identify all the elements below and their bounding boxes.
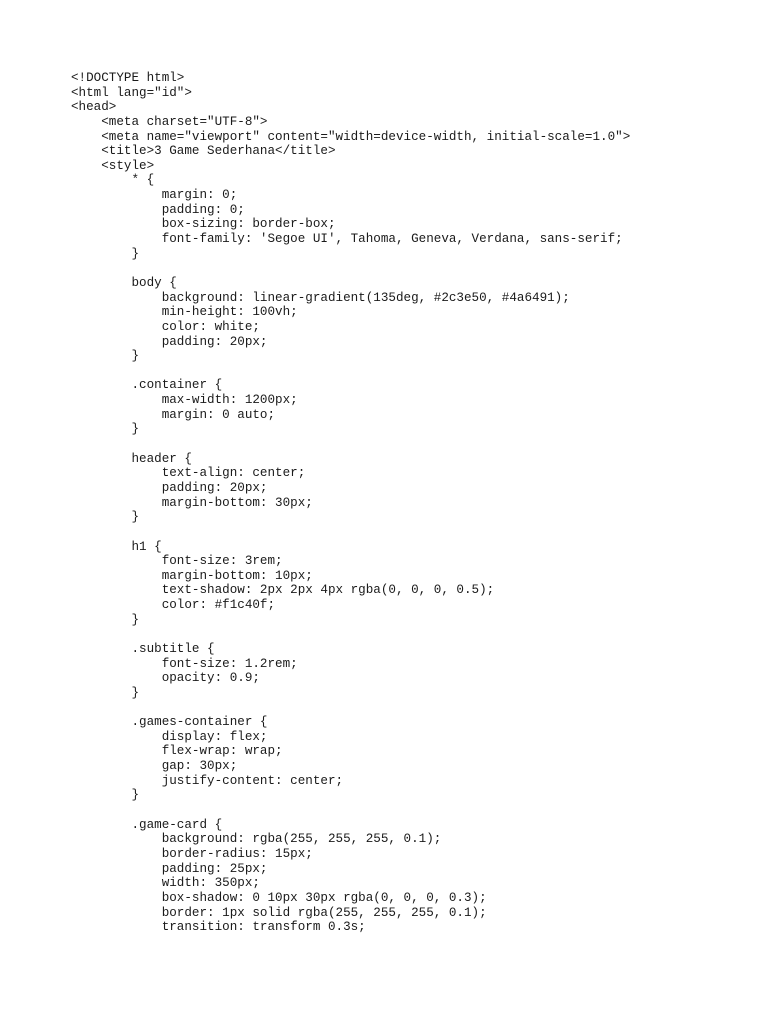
code-line: justify-content: center; [71, 773, 344, 788]
code-line: border-radius: 15px; [71, 846, 313, 861]
code-line: opacity: 0.9; [71, 671, 260, 686]
code-line: border: 1px solid rgba(255, 255, 255, 0.1); [71, 905, 487, 920]
code-line: .subtitle { [71, 641, 215, 656]
code-line: font-size: 3rem; [71, 554, 283, 569]
code-line [71, 364, 630, 379]
code-line: <html lang="id"> [71, 85, 192, 100]
code-line: } [71, 510, 140, 525]
code-line: color: #f1c40f; [71, 598, 276, 613]
code-line: h1 { [71, 539, 162, 554]
code-line: gap: 30px; [71, 759, 238, 774]
code-line: <meta charset="UTF-8"> [71, 114, 268, 129]
code-listing [71, 71, 630, 935]
code-line: margin: 0; [71, 188, 238, 203]
code-line: font-family: 'Segoe UI', Tahoma, Geneva, Verdana, sans-serif; [71, 232, 623, 247]
code-line: } [71, 246, 140, 261]
code-line: display: flex; [71, 729, 268, 744]
code-line [71, 525, 630, 540]
code-line: padding: 20px; [71, 480, 268, 495]
code-line: padding: 20px; [71, 334, 268, 349]
code-line: margin-bottom: 30px; [71, 495, 313, 510]
code-line: max-width: 1200px; [71, 393, 298, 408]
code-line [71, 803, 630, 818]
code-line: .container { [71, 378, 223, 393]
code-line: .games-container { [71, 715, 268, 730]
code-line [71, 261, 630, 276]
code-line: transition: transform 0.3s; [71, 920, 366, 935]
code-line: <!DOCTYPE html> [71, 71, 185, 85]
code-line: box-shadow: 0 10px 30px rgba(0, 0, 0, 0.3); [71, 890, 487, 905]
code-line: body { [71, 275, 177, 290]
code-line [71, 701, 630, 716]
code-line: background: linear-gradient(135deg, #2c3e50, #4a6491); [71, 290, 570, 305]
code-line [71, 627, 630, 642]
code-line: padding: 25px; [71, 861, 268, 876]
code-line: width: 350px; [71, 876, 260, 891]
code-line: margin: 0 auto; [71, 407, 276, 422]
code-line: text-shadow: 2px 2px 4px rgba(0, 0, 0, 0.5); [71, 583, 495, 598]
code-line: background: rgba(255, 255, 255, 0.1); [71, 832, 442, 847]
code-line: } [71, 685, 140, 700]
code-line: } [71, 612, 140, 627]
code-line: min-height: 100vh; [71, 305, 298, 320]
code-line: header { [71, 451, 192, 466]
code-line: } [71, 349, 140, 364]
code-line: <title>3 Game Sederhana</title> [71, 144, 336, 159]
code-line: font-size: 1.2rem; [71, 656, 298, 671]
code-line: padding: 0; [71, 202, 245, 217]
code-line: box-sizing: border-box; [71, 217, 336, 232]
code-line: color: white; [71, 319, 260, 334]
code-line: <head> [71, 100, 117, 115]
code-line: <meta name="viewport" content="width=device-width, initial-scale=1.0"> [71, 129, 631, 144]
code-line: flex-wrap: wrap; [71, 744, 283, 759]
code-line: text-align: center; [71, 466, 306, 481]
code-line: } [71, 788, 140, 803]
code-line: * { [71, 173, 155, 188]
code-line [71, 437, 630, 452]
code-line: } [71, 422, 140, 437]
code-line: margin-bottom: 10px; [71, 568, 313, 583]
code-line: .game-card { [71, 817, 223, 832]
code-line: <style> [71, 158, 155, 173]
